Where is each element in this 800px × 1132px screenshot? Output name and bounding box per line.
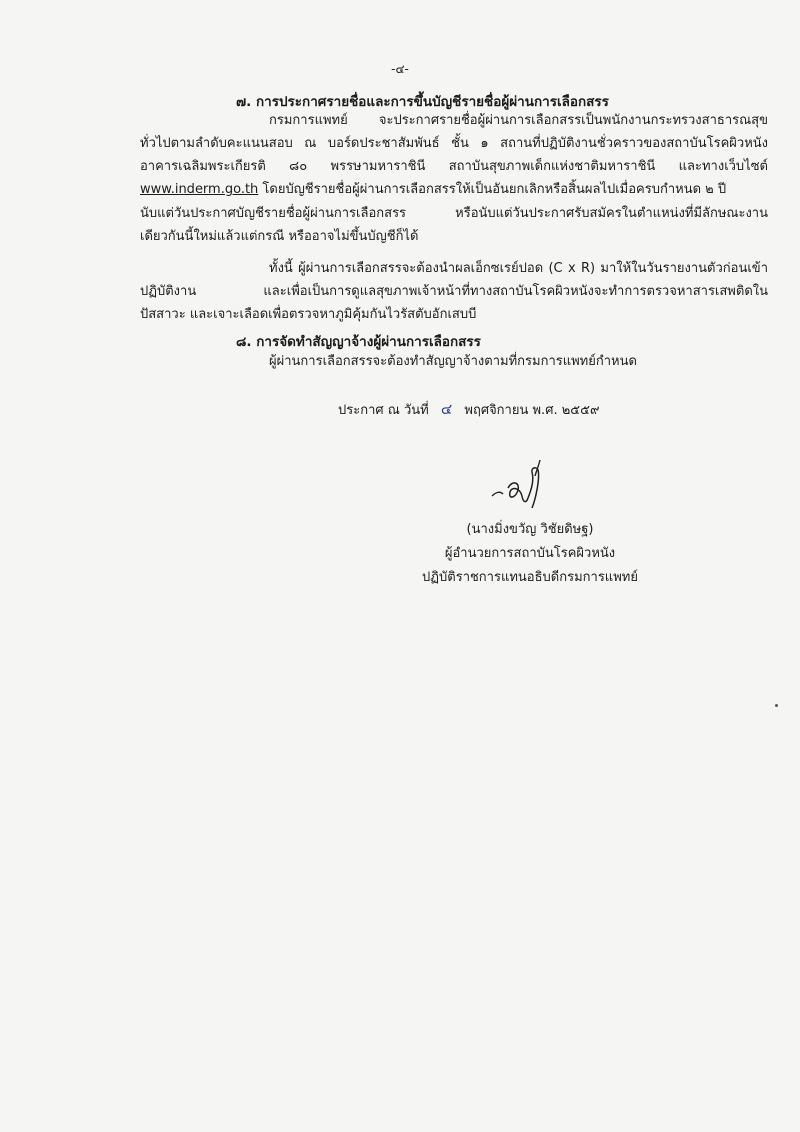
section8-heading: ๘. การจัดทำสัญญาจ้างผู้ผ่านการเลือกสรร (236, 334, 481, 350)
section7-line-5: นับแต่วันประกาศบัญชีรายชื่อผู้ผ่านการเลือกสรร หรือนับแต่วันประกาศรับสมัครในตำแหน่งที่มีลักษณะงาน (140, 206, 768, 221)
para2-line-1: ทั้งนี้ ผู้ผ่านการเลือกสรรจะต้องนำผลเอ็กซเรย์ปอด (C x R) มาให้ในวันรายงานตัวก่อนเข้า (269, 261, 768, 276)
signatory-name: (นางมิ่งขวัญ วิชัยดิษฐ) (466, 522, 594, 537)
section7-line-2: ทั่วไปตามลำดับคะแนนสอบ ณ บอร์ดประชาสัมพันธ์ ชั้น ๑ สถานที่ปฏิบัติงานชั่วคราวของสถาบันโรคผิวหนัง (140, 136, 768, 151)
section7-heading: ๗. การประกาศรายชื่อและการขึ้นบัญชีรายชื่อผู้ผ่านการเลือกสรร (236, 94, 609, 110)
announcement-day: ๔ (440, 400, 453, 418)
page-number: -๔- (391, 62, 409, 76)
section8-line: ผู้ผ่านการเลือกสรรจะต้องทำสัญญาจ้างตามที่กรมการแพทย์กำหนด (269, 354, 637, 369)
para2-line-2: ปฏิบัติงาน และเพื่อเป็นการดูแลสุขภาพเจ้าหน้าที่ทางสถาบันโรคผิวหนังจะทำการตรวจหาสารเสพติดใน (140, 284, 768, 299)
section7-line-1: กรมการแพทย์ จะประกาศรายชื่อผู้ผ่านการเลือกสรรเป็นพนักงานกระทรวงสาธารณสุข (269, 113, 768, 128)
signature-image (488, 458, 558, 522)
section7-line-4-rest: โดยบัญชีรายชื่อผู้ผ่านการเลือกสรรให้เป็นอันยกเลิกหรือสิ้นผลไปเมื่อครบกำหนด ๒ ปี (258, 182, 727, 197)
announcement-prefix: ประกาศ ณ วันที่ (338, 403, 429, 418)
announcement-date (338, 400, 599, 420)
website-link[interactable]: www.inderm.go.th (140, 182, 259, 197)
section7-line-4 (140, 181, 768, 199)
signatory-position-2: ปฏิบัติราชการแทนอธิบดีกรมการแพทย์ (422, 570, 638, 585)
section7-line-6: เดียวกันนี้ใหม่แล้วแต่กรณี หรืออาจไม่ขึ้นบัญชีก็ได้ (140, 229, 419, 244)
signatory-position-1: ผู้อำนวยการสถาบันโรคผิวหนัง (444, 546, 616, 561)
scan-speck (775, 704, 778, 707)
para2-line-3: ปัสสาวะ และเจาะเลือดเพื่อตรวจหาภูมิคุ้มกันไวรัสตับอักเสบบี (140, 307, 477, 322)
announcement-month-year: พฤศจิกายน พ.ศ. ๒๕๕๙ (464, 403, 600, 418)
section7-line-3: อาคารเฉลิมพระเกียรติ ๘๐ พรรษามหาราชินี สถาบันสุขภาพเด็กแห่งชาติมหาราชินี และทางเว็บไซต์ (140, 159, 768, 174)
